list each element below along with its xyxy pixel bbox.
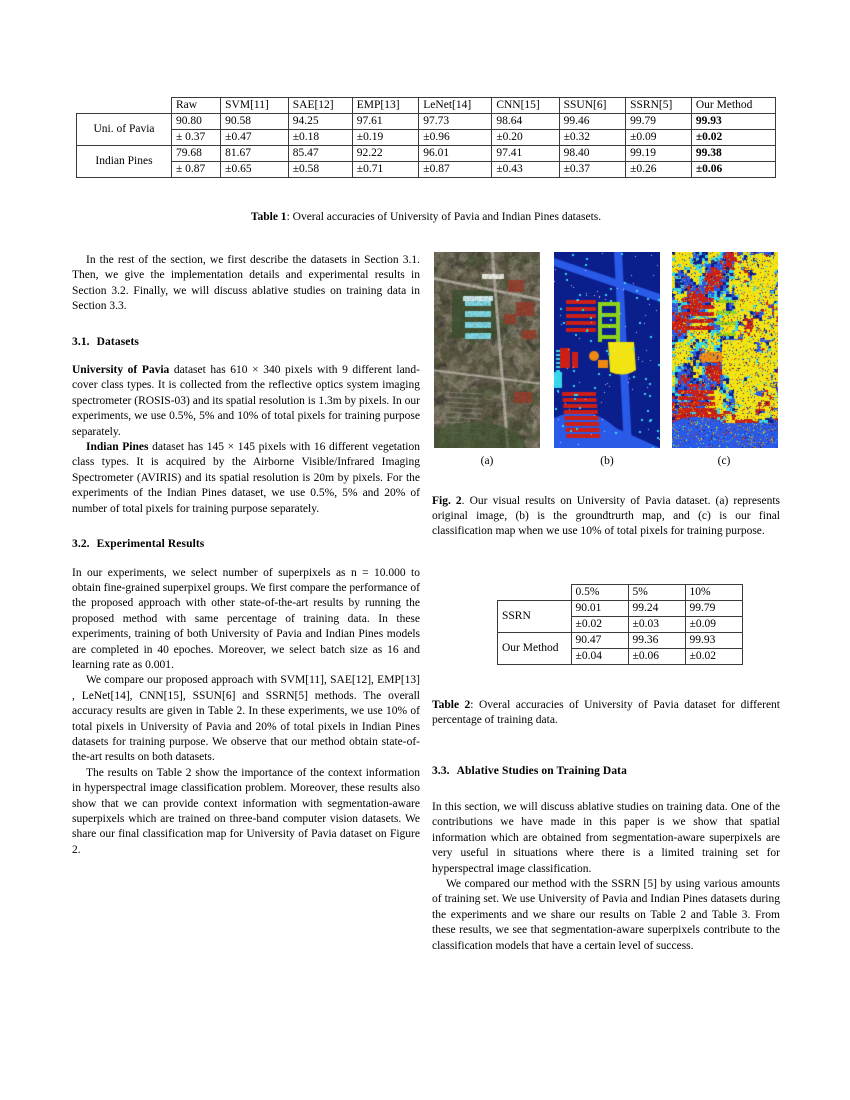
cell-pavia-sae: 94.25	[288, 114, 352, 130]
row-label-uni-pavia: Uni. of Pavia	[77, 114, 172, 146]
cell-pavia-ssrn: 99.79	[626, 114, 692, 130]
cell-indian-ssrn: 99.19	[626, 146, 692, 162]
cell-pavia-svm: 90.58	[221, 114, 289, 130]
figure-sublabel-b: (b)	[600, 455, 614, 467]
err-our-0-5: ±0.04	[571, 649, 628, 665]
err-our-10: ±0.02	[685, 649, 742, 665]
err-indian-ssrn: ±0.26	[626, 162, 692, 178]
spacer	[72, 350, 420, 363]
section-3-2-title: Experimental Results	[96, 538, 205, 551]
section-3-2-number: 3.2.	[72, 538, 90, 551]
pavia-lead-in: University of Pavia	[72, 364, 170, 377]
err-ssrn-5: ±0.03	[628, 617, 685, 633]
table-row	[498, 601, 743, 617]
figure-2-sublabels	[432, 455, 782, 471]
err-ssrn-0-5: ±0.02	[571, 617, 628, 633]
col-header-our-method: Our Method	[691, 98, 775, 114]
paragraph-comparison-methods: We compare our proposed approach with SVM[11], SAE[12], EMP[13] , LeNet[14], CNN[15], SSUN[6] and SSRN[5] methods. The overall accuracy results are given in Table 2. In these experiments, we use 10% of total pixels in University of Pavia and 20% of total pixels in Indian Pines datasets for training purpose. We observe that our method obtain state-of-the-art results on both datasets.	[72, 674, 420, 764]
cell-indian-sae: 85.47	[288, 146, 352, 162]
classification-map-canvas	[672, 252, 778, 448]
err-ssrn-10: ±0.09	[685, 617, 742, 633]
paragraph-ssrn-comparison: We compared our method with the SSRN [5] by using various amounts of training set. We use University of Pavia and Indian Pines datasets during the experiments and we share our results on Table 2 and Table 3. From these results, we see that segmentation-aware superpixels contribute to the classification models that have a certain level of success.	[432, 878, 780, 952]
col-header-svm: SVM[11]	[221, 98, 289, 114]
indian-lead-in: Indian Pines	[86, 441, 149, 454]
table-2-caption	[432, 698, 780, 728]
paragraph-pavia-dataset	[72, 363, 420, 440]
table-1-caption-label: Table 1	[250, 211, 287, 223]
table-1-corner-cell	[77, 98, 172, 114]
table-1-grid	[76, 97, 776, 178]
table-2-caption-label: Table 2	[432, 699, 471, 711]
figure-panel-b-groundtruth-map	[554, 252, 660, 448]
err-indian-cnn: ±0.43	[492, 162, 559, 178]
err-pavia-sae: ±0.18	[288, 130, 352, 146]
paragraph-experiments-setup: In our experiments, we select number of superpixels as n = 10.000 to obtain fine-grained superpixel groups. We first compare the performance of the proposed approach with other state-of-the-art results by running the proposed method with same percentage of training data. In these experiments, training of both University of Pavia and Indian Pines models are completed in 40 epoches. Moreover, we select batch size as 16 and learning rate as 0.001.	[72, 566, 420, 671]
table-2	[497, 584, 743, 665]
col-header-sae: SAE[12]	[288, 98, 352, 114]
aerial-image-canvas	[434, 252, 540, 448]
cell-indian-svm: 81.67	[221, 146, 289, 162]
figure-panel-a-original-aerial-image	[434, 252, 540, 448]
col-header-lenet: LeNet[14]	[419, 98, 492, 114]
col-header-emp: EMP[13]	[352, 98, 419, 114]
cell-ssrn-10: 99.79	[685, 601, 742, 617]
figure-panel-c-classification-map	[672, 252, 778, 448]
err-our-5: ±0.06	[628, 649, 685, 665]
left-text-column	[72, 253, 420, 858]
err-indian-sae: ±0.58	[288, 162, 352, 178]
paragraph-indian-pines-dataset	[72, 440, 420, 517]
err-pavia-ssun: ±0.32	[559, 130, 626, 146]
row-label-ssrn: SSRN	[498, 601, 572, 633]
err-indian-emp: ±0.71	[352, 162, 419, 178]
cell-pavia-cnn: 98.64	[492, 114, 559, 130]
table-row-header	[498, 585, 743, 601]
section-3-3-title: Ablative Studies on Training Data	[456, 765, 627, 777]
col-header-ssun: SSUN[6]	[559, 98, 626, 114]
figure-2-caption-label: Fig. 2	[432, 495, 462, 507]
paragraph-context-information: The results on Table 2 show the importance of the context information in hyperspectral image classification problem. Moreover, these results also show that we can provide context information with segmentation-aware superpixels which are trained on three-band computer vision datasets. We share our final classification map for University of Pavia dataset on Figure 2.	[72, 766, 420, 856]
table-row	[77, 114, 776, 130]
groundtruth-map-canvas	[554, 252, 660, 448]
table-row	[77, 146, 776, 162]
err-pavia-raw: ± 0.37	[171, 130, 220, 146]
section-3-3-number: 3.3.	[432, 765, 450, 777]
figure-sublabel-c: (c)	[717, 455, 731, 467]
row-label-our-method: Our Method	[498, 633, 572, 665]
err-indian-our-method: ±0.06	[691, 162, 775, 178]
section-heading-3-2	[72, 537, 420, 552]
cell-pavia-raw: 90.80	[171, 114, 220, 130]
row-label-indian-pines: Indian Pines	[77, 146, 172, 178]
table-2-body	[498, 585, 743, 665]
err-pavia-ssrn: ±0.09	[626, 130, 692, 146]
table-1	[76, 97, 776, 178]
col-header-raw: Raw	[171, 98, 220, 114]
cell-our-10: 99.93	[685, 633, 742, 649]
col-header-five-percent: 5%	[628, 585, 685, 601]
figure-2-panels	[432, 252, 782, 448]
spacer	[72, 553, 420, 566]
right-text-column	[432, 800, 780, 954]
cell-indian-cnn: 97.41	[492, 146, 559, 162]
section-heading-3-1	[72, 335, 420, 350]
table-1-caption-text: : Overal accuracies of University of Pavia and Indian Pines datasets.	[286, 211, 602, 223]
err-indian-svm: ±0.65	[221, 162, 289, 178]
section-3-1-title: Datasets	[96, 335, 139, 348]
table-2-corner-cell	[498, 585, 572, 601]
cell-pavia-lenet: 97.73	[419, 114, 492, 130]
cell-indian-our-method: 99.38	[691, 146, 775, 162]
figure-2-caption	[432, 494, 780, 540]
cell-indian-ssun: 98.40	[559, 146, 626, 162]
cell-pavia-emp: 97.61	[352, 114, 419, 130]
figure-sublabel-a: (a)	[480, 455, 494, 467]
paragraph-intro: In the rest of the section, we first describe the datasets in Section 3.1. Then, we give the implementation details and experimental results in Section 3.2. Finally, we will discuss ablative studies on training data in Section 3.3.	[72, 254, 420, 313]
table-2-caption-text: : Overal accuracies of University of Pavia dataset for different percentage of training data.	[432, 699, 780, 727]
cell-our-5: 99.36	[628, 633, 685, 649]
spacer	[72, 517, 420, 537]
table-row-error	[77, 130, 776, 146]
cell-ssrn-5: 99.24	[628, 601, 685, 617]
err-pavia-lenet: ±0.96	[419, 130, 492, 146]
table-row-header	[77, 98, 776, 114]
indian-body-text: dataset has 145 × 145 pixels with 16 different vegetation class types. It is acquired by the Airborne Visible/Infrared Imaging Spectrometer (AVIRIS) and its spatial resolution is 20m by pixels. For the experiments of the Indian Pines dataset, we use 0.5%, 5% and 20% of number of total pixels for training purpose separately.	[72, 441, 420, 515]
section-heading-3-3-wrap	[432, 765, 780, 777]
pavia-body-text: dataset has 610 × 340 pixels with 9 different land-cover class types. It is collected from the reflective optics system imaging spectrometer (ROSIS-03) and its spatial resolution is 1.3m by pixels. In our experiments, we use 0.5%, 5% and 10% of total pixels for training purpose separately.	[72, 364, 420, 438]
spacer	[72, 315, 420, 335]
err-pavia-svm: ±0.47	[221, 130, 289, 146]
table-1-caption	[76, 210, 776, 225]
table-row	[498, 633, 743, 649]
cell-indian-lenet: 96.01	[419, 146, 492, 162]
err-pavia-cnn: ±0.20	[492, 130, 559, 146]
cell-our-0-5: 90.47	[571, 633, 628, 649]
cell-pavia-ssun: 99.46	[559, 114, 626, 130]
cell-indian-raw: 79.68	[171, 146, 220, 162]
cell-ssrn-0-5: 90.01	[571, 601, 628, 617]
err-indian-raw: ± 0.87	[171, 162, 220, 178]
err-indian-ssun: ±0.37	[559, 162, 626, 178]
err-indian-lenet: ±0.87	[419, 162, 492, 178]
paragraph-ablative-intro: In this section, we will discuss ablative studies on training data. One of the contributions we have made in this paper is we show that spatial information which are obtained from segmentation-aware superpixels are very useful in situations where there is a limited training set for hyperspectral image classification.	[432, 801, 780, 875]
cell-indian-emp: 92.22	[352, 146, 419, 162]
table-2-grid	[497, 584, 743, 665]
section-heading-3-3	[432, 765, 780, 777]
err-pavia-our-method: ±0.02	[691, 130, 775, 146]
figure-2-caption-text: . Our visual results on University of Pavia dataset. (a) represents original image, (b) is the groundtrurth map, and (c) is our final classification map when we use 10% of total pixels for training purpose.	[432, 495, 780, 538]
cell-pavia-our-method: 99.93	[691, 114, 775, 130]
err-pavia-emp: ±0.19	[352, 130, 419, 146]
section-3-1-number: 3.1.	[72, 335, 90, 348]
table-row-error	[77, 162, 776, 178]
table-1-body	[77, 98, 776, 178]
col-header-ten-percent: 10%	[685, 585, 742, 601]
col-header-cnn: CNN[15]	[492, 98, 559, 114]
col-header-ssrn: SSRN[5]	[626, 98, 692, 114]
col-header-half-percent: 0.5%	[571, 585, 628, 601]
